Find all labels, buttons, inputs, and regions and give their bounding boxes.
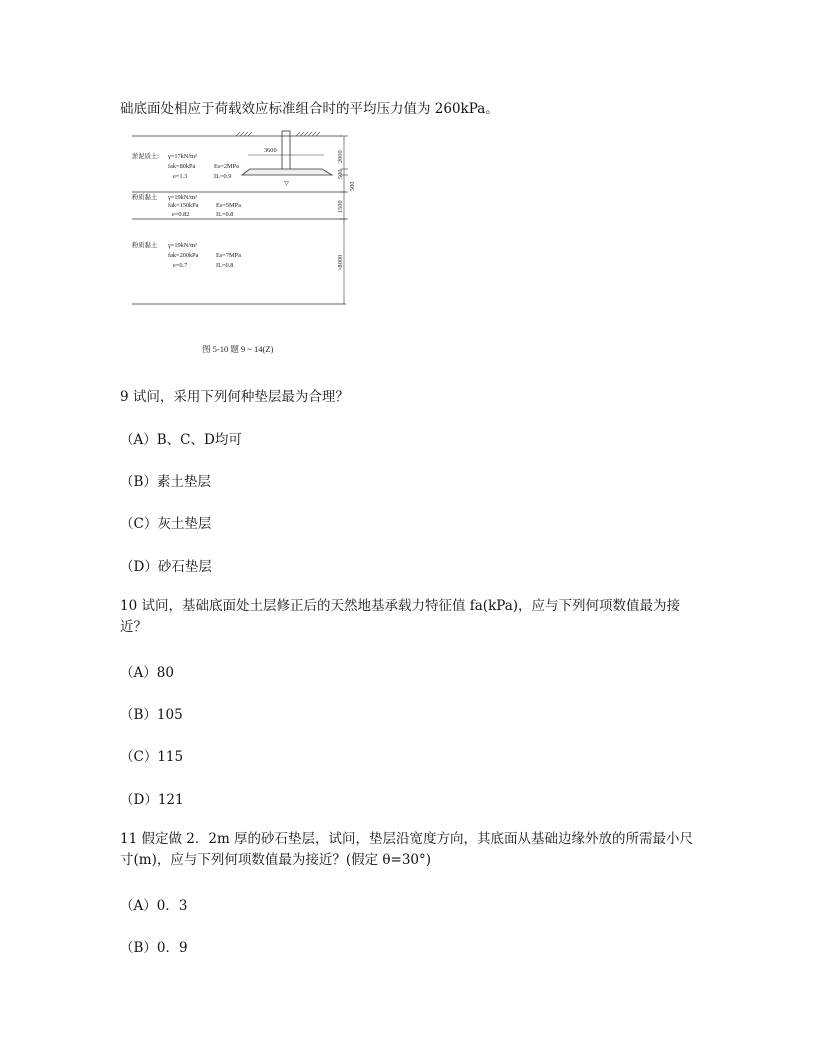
layer1-e: e=1.3: [173, 173, 188, 180]
layer3-fak: fak=200kPa: [168, 252, 199, 259]
q9-option-c: （C）灰土垫层: [120, 516, 212, 532]
q9-stem: 9 试问，采用下列何种垫层最为合理？: [120, 389, 349, 405]
layer3-gamma: γ=19kN/m³: [168, 242, 197, 249]
layer3-e: e=0.7: [173, 262, 188, 269]
q9-option-a: （A）B、C、D均可: [120, 432, 242, 448]
q11-option-b: （B）0．9: [120, 940, 188, 956]
figure-caption: 图 5-10 题 9 ~ 14(Z): [202, 344, 274, 354]
q9-option-b: （B）素土垫层: [120, 474, 211, 490]
dim-1500: 1500: [337, 200, 344, 213]
layer1-name: 淤泥质土:: [132, 153, 159, 160]
dim-8000: >8000: [337, 254, 344, 271]
layer1-es: Es=2MPa: [214, 163, 239, 170]
layer2-il: IL=0.8: [216, 211, 234, 218]
column: [282, 131, 290, 173]
q10-option-a: （A）80: [120, 665, 174, 681]
q10-option-c: （C）115: [120, 749, 184, 765]
q11-stem: 11 假定做 2．2m 厚的砂石垫层，试问，垫层沿宽度方向，其底面从基础边缘外放的所需最小尺寸(m)，应与下列何项数值最为接近？(假定 θ=30°): [120, 831, 694, 868]
q11-option-a: （A）0．3: [120, 898, 188, 914]
intro-text: 础底面处相应于荷载效应标准组合时的平均压力值为 260kPa。: [120, 101, 499, 117]
q10-option-b: （B）105: [120, 707, 183, 723]
ground-hatch: [236, 132, 320, 136]
layer2-name: 粉质黏土: [132, 194, 158, 201]
q10-stem: 10 试问，基础底面处土层修正后的天然地基承载力特征值 fa(kPa)，应与下列何项数值最为接近？: [120, 598, 681, 635]
layer2-es: Es=5MPa: [216, 202, 241, 209]
soil-profile-figure: [118, 123, 354, 363]
layer2-gamma: γ=19kN/m³: [168, 194, 197, 201]
water-level-icon: ▽: [284, 180, 289, 187]
q10-option-d: （D）121: [120, 792, 184, 808]
dim-2000: 2000: [337, 150, 344, 163]
dim-500b: 500: [349, 181, 356, 191]
q9-option-d: （D）砂石垫层: [120, 559, 212, 575]
layer3-il: IL=0.8: [216, 262, 234, 269]
footing: [242, 169, 332, 175]
layer3-name: 粉质黏土: [132, 242, 158, 249]
dim-500a: 500: [337, 169, 344, 179]
dim-width: 3600: [264, 147, 277, 154]
layer1-il: IL=0.9: [214, 173, 232, 180]
layer1-fak: fak=80kPa: [168, 163, 196, 170]
layer2-e: e=0.82: [172, 211, 190, 218]
layer3-es: Es=7MPa: [216, 252, 241, 259]
layer2-fak: fak=150kPa: [168, 202, 199, 209]
layer1-gamma: γ=17kN/m³: [168, 153, 197, 160]
